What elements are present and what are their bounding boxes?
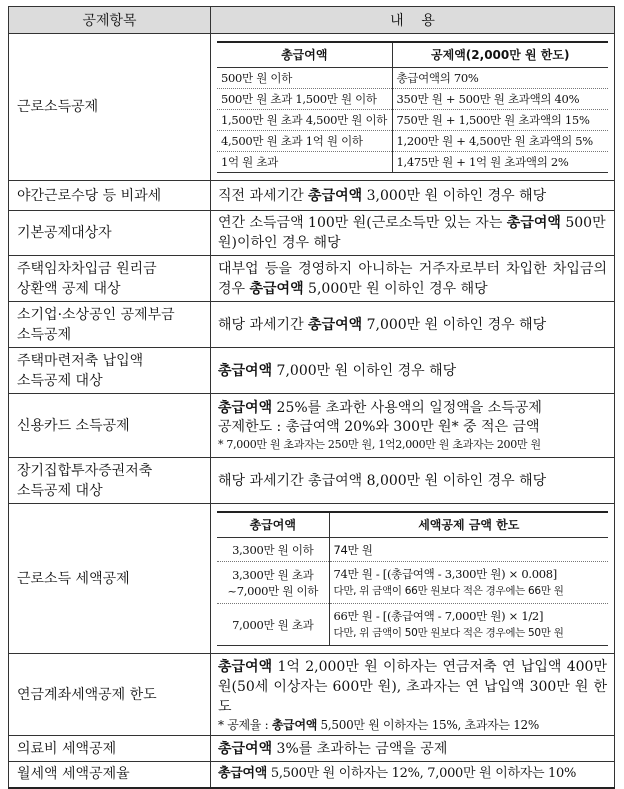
row-label — [9, 458, 211, 504]
table-row — [217, 131, 608, 152]
row-content — [211, 762, 615, 788]
text: 연간 소득금액 100만 원(근로소득만 있는 자는 — [218, 215, 507, 231]
row-label: 연금계좌세액공제 한도 — [9, 654, 211, 736]
table-cell: 1,200만 원 + 4,500만 원 초과액의 5% — [392, 131, 608, 152]
table-row — [217, 152, 608, 173]
table-row — [9, 34, 615, 181]
table-header — [9, 7, 615, 34]
table-cell — [217, 562, 329, 604]
bold-term: 총급여액 — [308, 316, 363, 333]
label-line: 소득공제 — [17, 326, 72, 343]
label-line: 소기업·소상공인 공제부금 — [17, 306, 175, 323]
table-cell: 500만 원 초과 1,500만 원 이하 — [217, 89, 392, 110]
row-label — [9, 302, 211, 348]
cell-line: 66만 원 - [(총급여액 - 7,000만 원) × 1/2] — [333, 609, 544, 623]
label-line: 주택임차차입금 원리금 — [17, 260, 157, 277]
text: 직전 과세기간 — [218, 187, 309, 204]
inner-header — [217, 42, 608, 68]
cell-line: 3,300만 원 초과 — [232, 567, 314, 582]
row-content — [211, 211, 615, 256]
inner-header-cell: 총급여액 — [217, 42, 392, 68]
cell-line: ~7,000만 원 이하 — [227, 583, 319, 598]
bold-term: 총급여액 — [218, 362, 273, 379]
row-label: 근로소득공제 — [9, 34, 211, 181]
row-content — [211, 654, 615, 736]
table-cell: 1,500만 원 초과 4,500만 원 이하 — [217, 110, 392, 131]
table-cell: 총급여액의 70% — [392, 68, 608, 89]
table-cell: 7,000만 원 초과 — [217, 604, 329, 646]
content-line — [218, 399, 607, 418]
table-cell — [329, 604, 608, 646]
row-content — [211, 504, 615, 654]
row-content — [211, 302, 615, 348]
table-cell: 750만 원 + 1,500만 원 초과액의 15% — [392, 110, 608, 131]
table-row — [217, 538, 608, 562]
table-row — [9, 394, 615, 458]
bold-term: 총급여액 — [308, 187, 363, 204]
table-row — [9, 504, 615, 654]
content-line: 공제한도 : 총급여액 20%와 300만 원* 중 적은 금액 — [218, 418, 540, 435]
table-cell: 4,500만 원 초과 1억 원 이하 — [217, 131, 392, 152]
table-row — [9, 211, 615, 256]
table-row — [9, 458, 615, 504]
table-row — [217, 89, 608, 110]
earned-income-tax-credit-table — [217, 511, 608, 646]
bold-term: 총급여액 — [506, 215, 561, 231]
table-row — [217, 110, 608, 131]
inner-header — [217, 512, 608, 538]
table-row — [9, 348, 615, 394]
text: 25%를 초과한 사용액의 일정액을 소득공제 — [272, 399, 542, 416]
row-label — [9, 256, 211, 302]
label-line: 소득공제 대상 — [17, 482, 103, 499]
footnote: * 7,000만 원 초과자는 250만 원, 1억2,000만 원 초과자는 200만 원 — [218, 437, 541, 451]
table-row — [217, 562, 608, 604]
inner-header-cell: 총급여액 — [217, 512, 329, 538]
earned-income-deduction-table — [217, 41, 608, 173]
cell-line: 다만, 위 금액이 50만 원보다 적은 경우에는 50만 원 — [333, 627, 564, 639]
label-line: 상환액 공제 대상 — [17, 280, 121, 297]
text: 5,000만 원 이하인 경우 해당 — [303, 280, 488, 297]
bold-term: 총급여액 — [249, 280, 304, 297]
table-row — [9, 736, 615, 762]
text: 1억 2,000만 원 이하자는 연금저축 연 납입액 400만 원(50세 이상자는 600만 원), 초과자는 연 납입액 300만 원 한도 — [218, 658, 607, 715]
table-cell: 1,475만 원 + 1억 원 초과액의 2% — [392, 152, 608, 173]
content-text — [218, 657, 607, 717]
row-content — [211, 394, 615, 458]
header-content: 내 용 — [211, 7, 615, 34]
text: 5,500만 원 이하자는 12%, 7,000만 원 이하자는 10% — [267, 766, 577, 782]
row-label: 야간근로수당 등 비과세 — [9, 181, 211, 211]
text: * 공제율 : — [218, 717, 272, 732]
text: 3,000만 원 이하인 경우 해당 — [362, 187, 547, 204]
label-line: 소득공제 대상 — [17, 372, 103, 389]
row-content — [211, 256, 615, 302]
row-label: 기본공제대상자 — [9, 211, 211, 256]
inner-header-cell: 공제액(2,000만 원 한도) — [392, 42, 608, 68]
text: 해당 과세기간 — [218, 316, 309, 333]
inner-header-cell: 세액공제 금액 한도 — [329, 512, 608, 538]
text: 대부업 등을 경영하지 아니하는 거주자로부터 차입한 차입금의 경우 — [218, 260, 607, 297]
row-content — [211, 181, 615, 211]
tax-deduction-table — [8, 6, 615, 789]
table-cell: 3,300만 원 이하 — [217, 538, 329, 562]
bold-term: 총급여액 — [271, 717, 318, 732]
table-row — [217, 604, 608, 646]
row-content — [211, 736, 615, 762]
bold-term: 총급여액 — [218, 399, 273, 416]
text: 5,500만 원 이하자는 15%, 초과자는 12% — [317, 717, 539, 732]
table-cell: 500만 원 이하 — [217, 68, 392, 89]
row-label: 월세액 세액공제율 — [9, 762, 211, 788]
row-label — [9, 348, 211, 394]
bold-term: 총급여액 — [218, 766, 268, 782]
label-line: 장기집합투자증권저축 — [17, 462, 153, 479]
cell-line: 74만 원 - [(총급여액 - 3,300만 원) × 0.008] — [333, 567, 557, 581]
table-row — [9, 256, 615, 302]
cell-line: 다만, 위 금액이 66만 원보다 적은 경우에는 66만 원 — [333, 585, 564, 597]
table-row — [9, 654, 615, 736]
table-row — [9, 762, 615, 788]
table-row — [9, 302, 615, 348]
bold-term: 총급여액 — [218, 740, 273, 757]
text: 7,000만 원 이하인 경우 해당 — [272, 362, 457, 379]
table-cell — [329, 562, 608, 604]
row-label: 의료비 세액공제 — [9, 736, 211, 762]
footnote — [218, 717, 607, 733]
table-cell: 350만 원 + 500만 원 초과액의 40% — [392, 89, 608, 110]
row-content — [211, 348, 615, 394]
text: 500만 원)이하인 경우 해당 — [218, 215, 606, 251]
row-content — [211, 34, 615, 181]
text: 3%를 초과하는 금액을 공제 — [272, 740, 448, 757]
header-item: 공제항목 — [9, 7, 211, 34]
label-line: 주택마련저축 납입액 — [17, 352, 144, 369]
table-row — [217, 68, 608, 89]
table-cell: 74만 원 — [329, 538, 608, 562]
row-label: 근로소득 세액공제 — [9, 504, 211, 654]
table-cell: 1억 원 초과 — [217, 152, 392, 173]
row-label: 신용카드 소득공제 — [9, 394, 211, 458]
table-row — [9, 181, 615, 211]
row-content: 해당 과세기간 총급여액 8,000만 원 이하인 경우 해당 — [211, 458, 615, 504]
text: 7,000만 원 이하인 경우 해당 — [362, 316, 547, 333]
bold-term: 총급여액 — [218, 658, 273, 675]
